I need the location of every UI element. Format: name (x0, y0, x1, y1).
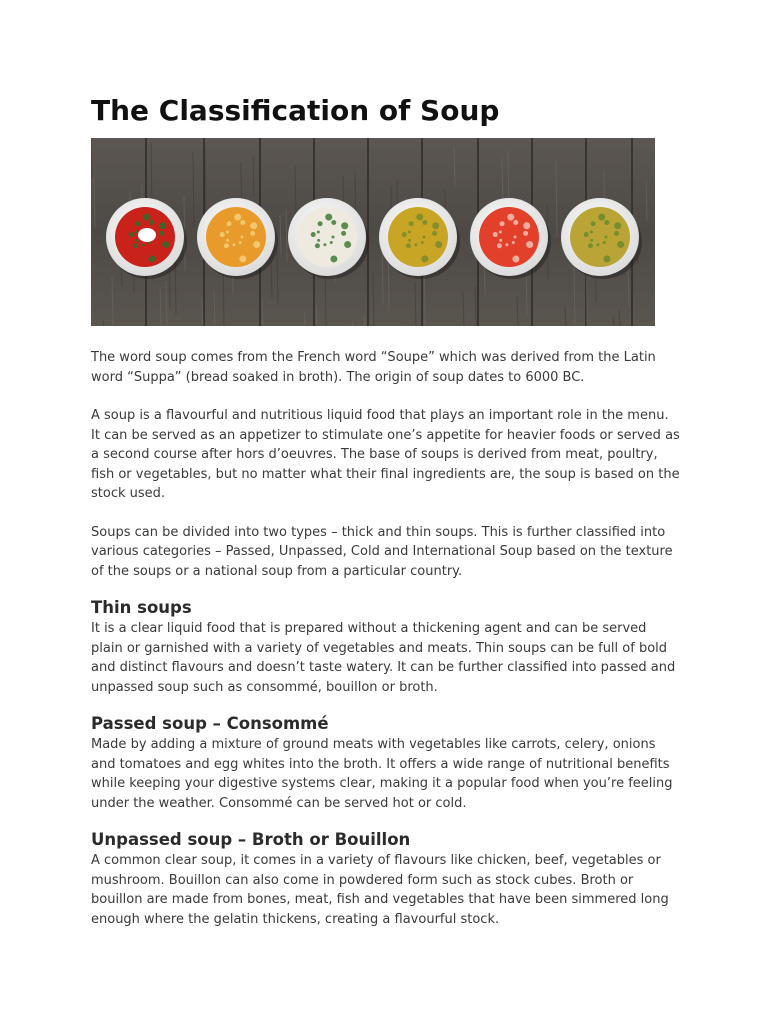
garnish-speck (162, 241, 169, 248)
garnish-speck (605, 236, 608, 239)
garnish-speck (414, 243, 417, 246)
garnish-speck (614, 222, 621, 229)
section-heading-thin-soups: Thin soups (91, 598, 192, 617)
garnish-speck (617, 241, 624, 248)
garnish-speck (227, 221, 232, 226)
garnish-speck (409, 221, 414, 226)
garnish-speck (523, 222, 530, 229)
garnish-speck (253, 241, 260, 248)
garnish-speck (317, 230, 320, 233)
garnish-speck (159, 231, 164, 236)
garnish-speck (135, 239, 138, 242)
garnish-speck (514, 236, 517, 239)
intro-paragraph-3: Soups can be divided into two types – thick and thin soups. This is further classified into various categories – Passed, Unpassed, Cold and International Soup based on the texture of the soups or a national soup from a particular country. (91, 524, 673, 579)
garnish-speck (590, 239, 593, 242)
garnish-speck (241, 236, 244, 239)
garnish-speck (220, 232, 225, 237)
garnish-speck (499, 239, 502, 242)
garnish-speck (432, 231, 437, 236)
garnish-speck (408, 239, 411, 242)
page-title: The Classification of Soup (91, 94, 500, 127)
garnish-speck (149, 220, 154, 225)
garnish-speck (435, 241, 442, 248)
garnish-speck (135, 230, 138, 233)
garnish-speck (129, 232, 134, 237)
garnish-speck (232, 243, 235, 246)
garnish-speck (596, 243, 599, 246)
garnish-speck (402, 232, 407, 237)
garnish-speck (408, 230, 411, 233)
garnish-speck (226, 230, 229, 233)
garnish-speck (331, 220, 336, 225)
garnish-speck (523, 231, 528, 236)
garnish-speck (240, 220, 245, 225)
garnish-speck (493, 232, 498, 237)
garnish-speck (512, 241, 515, 244)
garnish-speck (603, 241, 606, 244)
garnish-speck (598, 214, 605, 221)
garnish-speck (133, 243, 138, 248)
garnish-speck (315, 243, 320, 248)
section-body-passed-soup: Made by adding a mixture of ground meats with vegetables like carrots, celery, onions and tomatoes and egg whites into the broth. It offers a wide range of nutritional benefits while keeping your digestive systems clear, making it a popular food when you’re feeling under the weather. Consommé can be served hot or cold. (91, 737, 673, 811)
garnish-speck (226, 239, 229, 242)
garnish-speck (318, 221, 323, 226)
garnish-speck (317, 239, 320, 242)
garnish-speck (497, 243, 502, 248)
garnish-speck (325, 214, 332, 221)
section-heading-unpassed-soup: Unpassed soup – Broth or Bouillon (91, 830, 411, 849)
garnish-speck (250, 231, 255, 236)
garnish-speck (432, 222, 439, 229)
sour-cream-dollop (138, 228, 156, 242)
garnish-speck (143, 214, 150, 221)
garnish-speck (526, 241, 533, 248)
garnish-speck (311, 232, 316, 237)
garnish-speck (604, 220, 609, 225)
garnish-speck (224, 243, 229, 248)
garnish-speck (603, 255, 610, 262)
intro-paragraph-1: The word soup comes from the French word “Soupe” which was derived from the Latin word “Suppa” (bread soaked in broth). The origin of soup dates to 6000 BC. (91, 350, 656, 385)
section-body-thin-soups: It is a clear liquid food that is prepared without a thickening agent and can be served plain or garnished with a variety of vegetables and meats. Thin soups can be full of bold and distinct flavours and doesn’t taste watery. It can be further classified into passed and unpassed soup such as consommé, bouillon or broth. (91, 621, 676, 695)
hero-image-soup-bowls (91, 138, 655, 326)
garnish-speck (330, 241, 333, 244)
garnish-speck (234, 214, 241, 221)
garnish-speck (499, 230, 502, 233)
garnish-speck (239, 241, 242, 244)
garnish-speck (344, 241, 351, 248)
document-page (91, 94, 681, 929)
garnish-speck (588, 243, 593, 248)
garnish-speck (341, 222, 348, 229)
garnish-speck (512, 255, 519, 262)
garnish-speck (421, 255, 428, 262)
wood-grain (406, 325, 407, 326)
garnish-speck (250, 222, 257, 229)
garnish-speck (421, 241, 424, 244)
garnish-speck (614, 231, 619, 236)
garnish-speck (330, 255, 337, 262)
garnish-speck (332, 236, 335, 239)
garnish-speck (422, 220, 427, 225)
intro-paragraph-2: A soup is a flavourful and nutritious liquid food that plays an important role in the menu. It can be served as an appetizer to stimulate one’s appetite for heavier foods or served as a second course after hors d’oeuvres. The base of soups is derived from meat, poultry, fish or vegetables, but no matter what their final ingredients are, the soup is based on the stock used. (91, 408, 680, 501)
garnish-speck (423, 236, 426, 239)
garnish-speck (239, 255, 246, 262)
garnish-speck (505, 243, 508, 246)
garnish-speck (590, 230, 593, 233)
garnish-speck (513, 220, 518, 225)
section-heading-passed-soup: Passed soup – Consommé (91, 714, 329, 733)
garnish-speck (341, 231, 346, 236)
garnish-speck (584, 232, 589, 237)
garnish-speck (507, 214, 514, 221)
garnish-speck (159, 222, 166, 229)
garnish-speck (591, 221, 596, 226)
garnish-speck (323, 243, 326, 246)
garnish-speck (136, 221, 141, 226)
section-body-unpassed-soup: A common clear soup, it comes in a variety of flavours like chicken, beef, vegetables or mushroom. Bouillon can also come in powdered form such as stock cubes. Broth or bouillon are made from bones, meat, fish and vegetables that have been simmered long enough where the gelatin thickens, creating a flavourful stock. (91, 853, 669, 927)
garnish-speck (141, 243, 144, 246)
garnish-speck (500, 221, 505, 226)
garnish-speck (148, 255, 155, 262)
garnish-speck (406, 243, 411, 248)
garnish-speck (416, 214, 423, 221)
